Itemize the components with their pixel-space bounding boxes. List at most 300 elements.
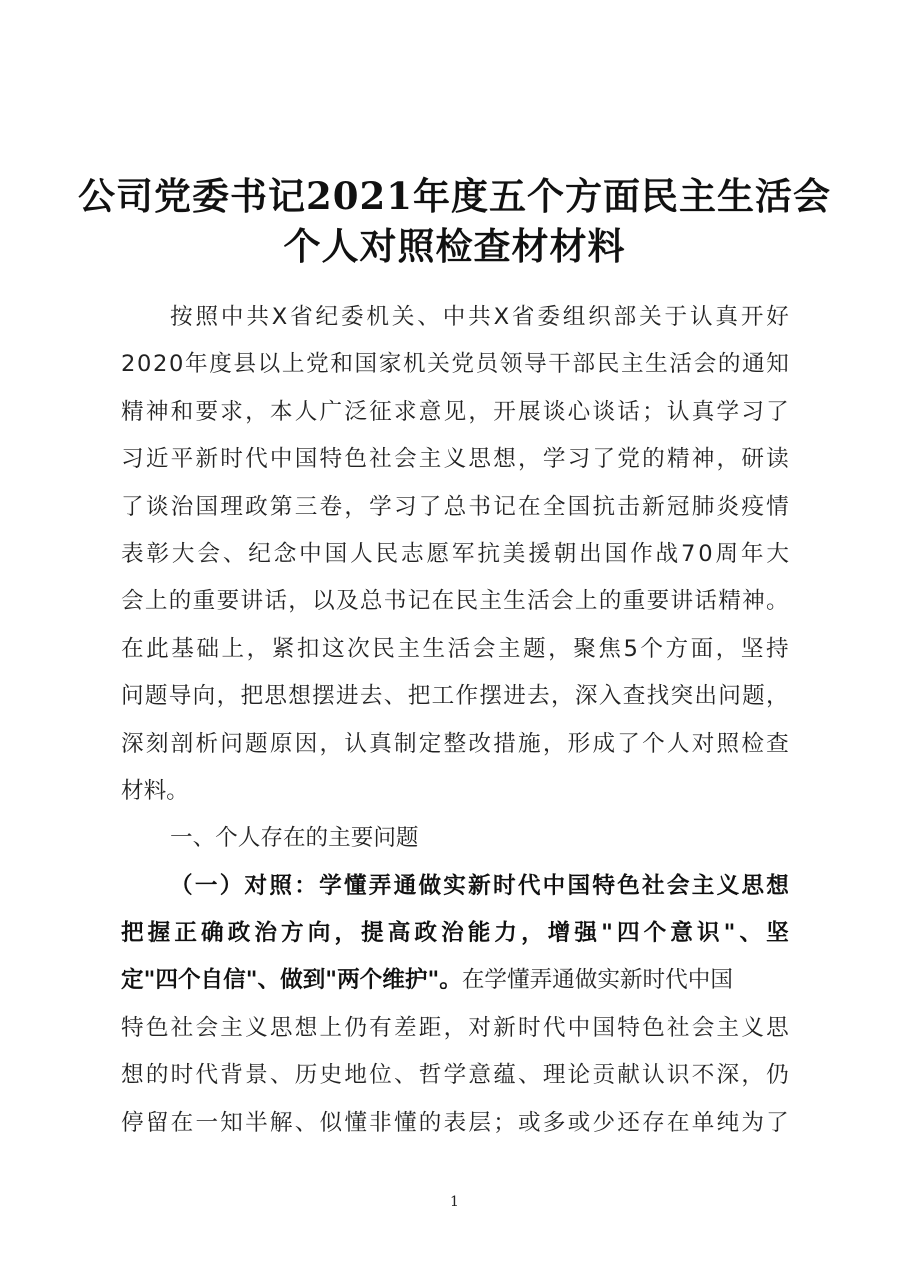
body-text: 于: [664, 304, 688, 330]
body-text: 去: [359, 683, 383, 710]
paragraph-line: [121, 531, 789, 578]
body-text: 义: [245, 1014, 268, 1041]
bold-text: 定"四个自信"、做到"两个维护"。: [121, 967, 462, 994]
body-text: 距: [418, 1014, 442, 1041]
body-text: 成: [592, 730, 616, 757]
body-text: 入: [598, 683, 622, 710]
body-text: 国: [354, 351, 378, 378]
body-text: 大: [171, 540, 195, 567]
body-text: 解: [269, 1109, 293, 1136]
body-text: 主: [479, 588, 502, 615]
bold-text: 个: [643, 920, 667, 947]
body-text: 中: [567, 1014, 591, 1041]
body-text: 会: [691, 1014, 715, 1041]
body-text: 要: [216, 588, 240, 615]
body-text: 征: [369, 398, 392, 425]
bold-text: 坚: [766, 920, 789, 947]
body-text: 个: [640, 635, 663, 662]
bold-text: 高: [387, 920, 411, 947]
body-text: 7: [680, 540, 696, 567]
body-text: 背: [220, 1062, 243, 1089]
body-text: 改: [468, 730, 491, 757]
body-text: 纪: [315, 304, 339, 330]
body-text: ，: [741, 1062, 764, 1089]
body-text: 在: [121, 635, 144, 662]
body-text: 深: [574, 683, 598, 710]
body-text: 主: [716, 1014, 740, 1041]
bold-text: 治: [441, 920, 464, 947]
body-text: 中: [442, 304, 466, 330]
body-text: 人: [666, 730, 690, 757]
body-text: 和: [170, 398, 194, 425]
body-text: 卷: [319, 493, 343, 520]
body-text: 义: [741, 1014, 764, 1041]
body-text: 认: [689, 304, 713, 330]
body-text: 社: [170, 1014, 194, 1041]
bold-text: 会: [666, 872, 690, 899]
body-text: 理: [220, 493, 243, 520]
body-text: 的: [598, 588, 622, 615]
body-text: 人: [294, 398, 318, 425]
body-text: 半: [245, 1109, 268, 1136]
body-text: 导: [168, 683, 192, 710]
bold-text: 一: [194, 872, 218, 899]
body-text: 问: [220, 730, 243, 757]
body-text: 次: [347, 635, 370, 662]
body-text: 员: [475, 351, 499, 378]
body-text: 以: [257, 351, 281, 378]
body-text: 0: [169, 351, 184, 378]
body-text: 照: [195, 304, 219, 330]
body-text: 组: [562, 304, 586, 330]
body-text: 紧: [271, 635, 295, 662]
body-text: 基: [171, 635, 194, 662]
bold-text: 政: [414, 920, 437, 947]
body-text: 委: [537, 304, 560, 330]
body-text: 认: [344, 730, 367, 757]
bold-text: 增: [547, 920, 571, 947]
body-text: 通: [742, 351, 765, 378]
body-text: 话: [694, 588, 717, 615]
bold-text: 力: [494, 920, 517, 947]
body-text: 义: [443, 446, 467, 473]
bold-text: 对: [244, 872, 268, 899]
bold-text: ": [723, 920, 736, 947]
body-text: 因: [294, 730, 318, 757]
body-text: 进: [503, 683, 526, 710]
body-text: 总: [359, 588, 383, 615]
body-text: 本: [269, 398, 293, 425]
body-text: 、: [269, 1062, 293, 1089]
body-text: 求: [220, 398, 243, 425]
body-text: 思: [264, 683, 287, 710]
body-text: ，: [715, 635, 739, 662]
body-text: 的: [168, 588, 192, 615]
bold-text: 、: [739, 920, 763, 947]
paragraph-line: [121, 484, 789, 531]
body-text: 习: [393, 493, 417, 520]
body-text: 读: [766, 446, 789, 473]
bold-text: ，: [521, 920, 544, 947]
body-text: 把: [240, 683, 264, 710]
body-text: 中: [220, 304, 244, 330]
body-text: 共: [468, 304, 491, 330]
body-text: ；: [642, 398, 665, 425]
body-text: 会: [393, 446, 417, 473]
body-text: 军: [451, 540, 475, 567]
bold-text: ：: [294, 872, 317, 899]
bold-text: 实: [443, 872, 466, 899]
body-text: 部: [572, 351, 596, 378]
body-text: 查: [766, 730, 789, 757]
body-text: 要: [646, 588, 670, 615]
body-text: 国: [604, 540, 628, 567]
paragraph-line: [121, 1052, 789, 1099]
body-text: 近: [145, 446, 169, 473]
body-text: 精: [718, 588, 741, 615]
body-text: 问: [121, 683, 144, 710]
body-text: ，: [443, 1014, 467, 1041]
body-text: 识: [666, 1062, 690, 1089]
body-text: 国: [195, 493, 219, 520]
body-text: 意: [468, 1062, 491, 1089]
body-text: 织: [588, 304, 611, 330]
body-text: 人: [350, 540, 373, 567]
bold-text: 通: [393, 872, 417, 899]
body-text: 新: [493, 1014, 516, 1041]
body-text: 活: [669, 351, 692, 378]
bold-text: 义: [716, 872, 740, 899]
body-text: 国: [294, 446, 318, 473]
body-text: 讲: [240, 588, 264, 615]
body-text: 平: [170, 446, 194, 473]
body-text: 学: [443, 1062, 467, 1089]
body-text: 一: [195, 1109, 219, 1136]
bold-text: 社: [642, 872, 665, 899]
bold-text: （: [170, 872, 193, 899]
body-text: 真: [715, 304, 738, 330]
body-text: 停: [121, 1109, 144, 1136]
body-text: 击: [617, 493, 640, 520]
body-text: 多: [542, 1109, 566, 1136]
body-text: ，: [766, 683, 789, 710]
body-text: 政: [245, 493, 268, 520]
body-text: 色: [642, 1014, 665, 1041]
body-text: ，: [551, 683, 574, 710]
body-text: 或: [567, 1109, 591, 1136]
body-text: 施: [518, 730, 541, 757]
body-text: 摆: [312, 683, 335, 710]
body-text: 委: [340, 304, 364, 330]
body-text: ，: [319, 730, 343, 757]
body-text: 。: [766, 588, 789, 615]
body-text: 研: [741, 446, 764, 473]
body-text: 措: [493, 730, 516, 757]
body-text: 美: [502, 540, 526, 567]
body-text: 贡: [592, 1062, 616, 1089]
bold-text: 想: [766, 872, 789, 899]
body-text: 制: [393, 730, 417, 757]
body-text: 谈: [542, 398, 566, 425]
body-text: 主: [397, 635, 420, 662]
body-text: 记: [407, 588, 431, 615]
bold-text: 向: [307, 920, 331, 947]
body-text: 仍: [766, 1062, 789, 1089]
body-text: 题: [245, 730, 268, 757]
body-text: 纪: [248, 540, 271, 567]
body-text: 留: [145, 1109, 169, 1136]
document-title-line-1: 公司党委书记2021年度五个方面民主生活会: [78, 174, 831, 218]
body-text: 中: [269, 446, 293, 473]
body-text: 部: [613, 304, 637, 330]
body-text: 会: [121, 588, 144, 615]
body-text: 的: [717, 351, 741, 378]
body-text: 色: [344, 446, 367, 473]
body-text: 见: [443, 398, 467, 425]
body-text: ，: [288, 588, 311, 615]
body-text: 主: [620, 351, 644, 378]
body-text: 中: [299, 540, 322, 567]
body-text: 层: [468, 1109, 491, 1136]
body-text: 广: [319, 398, 343, 425]
body-text: 了: [766, 398, 789, 425]
body-text: 或: [518, 1109, 541, 1136]
body-text: 会: [195, 1014, 219, 1041]
body-text: 、: [417, 304, 440, 330]
body-text: 摆: [479, 683, 502, 710]
body-text: 了: [766, 1109, 789, 1136]
body-text: 方: [665, 635, 689, 662]
body-text: 省: [511, 304, 535, 330]
body-text: 突: [670, 683, 694, 710]
body-text: 话: [617, 398, 640, 425]
body-text: 社: [666, 1014, 690, 1041]
bold-text: ": [601, 920, 613, 947]
body-text: 5: [623, 635, 638, 662]
body-text: 在学懂弄通做实新时代中国: [461, 967, 733, 994]
body-text: 位: [369, 1062, 392, 1089]
bold-text: ，: [334, 920, 357, 947]
body-text: 好: [766, 304, 789, 330]
bold-text: 把: [121, 920, 144, 947]
subsection-heading-line: [121, 863, 789, 910]
body-text: 上: [144, 588, 168, 615]
body-text: 在: [170, 1109, 194, 1136]
body-text: 机: [366, 304, 389, 330]
body-text: 在: [518, 493, 541, 520]
body-text: 生: [422, 635, 446, 662]
body-text: 焦: [598, 635, 621, 662]
body-text: 题: [742, 683, 765, 710]
body-text: ，: [716, 446, 740, 473]
body-text: 出: [579, 540, 602, 567]
paragraph-line: [121, 721, 789, 768]
body-text: 了: [617, 730, 640, 757]
body-text: 少: [592, 1109, 616, 1136]
body-text: 献: [617, 1062, 640, 1089]
body-text: 仍: [344, 1014, 367, 1041]
body-text: 党: [306, 351, 329, 378]
body-text: 、: [294, 1109, 318, 1136]
body-text: 景: [245, 1062, 268, 1089]
bold-text: 四: [616, 920, 640, 947]
body-text: 援: [528, 540, 551, 567]
body-text: 活: [527, 588, 550, 615]
body-text: 愿: [426, 540, 450, 567]
body-text: 年: [185, 351, 208, 378]
body-text: 民: [596, 351, 620, 378]
body-text: 认: [666, 398, 690, 425]
body-text: 查: [622, 683, 646, 710]
body-text: 和: [330, 351, 353, 378]
bold-text: 时: [492, 872, 516, 899]
body-text: 讲: [670, 588, 694, 615]
body-text: 新: [195, 446, 219, 473]
body-text: 神: [742, 588, 765, 615]
body-text: 了: [121, 493, 144, 520]
bold-text: 色: [617, 872, 640, 899]
bold-text: 确: [201, 920, 224, 947]
bold-text: 意: [670, 920, 693, 947]
body-text: 上: [281, 351, 305, 378]
body-text: 学: [542, 446, 566, 473]
body-text: 懂: [344, 1109, 367, 1136]
body-text: 蕴: [493, 1062, 516, 1089]
body-text: 周: [715, 540, 739, 567]
body-text: 朝: [553, 540, 577, 567]
body-text: 0: [137, 351, 152, 378]
body-text: 形: [567, 730, 591, 757]
body-text: 国: [592, 1014, 616, 1041]
body-text: X: [271, 304, 288, 330]
body-text: ，: [518, 446, 541, 473]
body-text: 知: [220, 1109, 243, 1136]
body-text: 全: [542, 493, 566, 520]
body-text: 上: [319, 1014, 343, 1041]
body-text: X: [493, 304, 510, 330]
body-text: 懂: [393, 1109, 417, 1136]
body-text: 关: [427, 351, 450, 378]
body-text: 治: [170, 493, 194, 520]
body-text: 党: [451, 351, 474, 378]
body-text: ，: [344, 493, 367, 520]
body-text: 了: [418, 493, 442, 520]
body-text: 及: [336, 588, 359, 615]
body-text: 情: [766, 493, 789, 520]
paragraph-line: 材料。: [121, 777, 189, 804]
body-text: 按: [170, 304, 193, 330]
body-text: 年: [740, 540, 764, 567]
body-text: 抗: [592, 493, 616, 520]
bold-text: 懂: [343, 872, 367, 899]
body-text: 特: [121, 1014, 144, 1041]
body-text: 定: [418, 730, 442, 757]
body-text: 作: [455, 683, 479, 710]
body-text: 炎: [716, 493, 740, 520]
body-text: 进: [336, 683, 359, 710]
body-text: 知: [766, 351, 789, 378]
body-text: 向: [192, 683, 216, 710]
body-text: 展: [518, 398, 541, 425]
body-text: 、: [518, 1062, 541, 1089]
body-text: 主: [220, 1014, 243, 1041]
body-text: 理: [542, 1062, 566, 1089]
bold-text: 握: [147, 920, 171, 947]
bold-text: 中: [542, 872, 566, 899]
body-text: 持: [766, 635, 789, 662]
body-text: 会: [472, 635, 496, 662]
body-text: 认: [642, 1062, 665, 1089]
bold-text: 做: [418, 872, 442, 899]
body-text: 的: [145, 1062, 169, 1089]
body-text: 话: [264, 588, 287, 615]
body-text: 会: [693, 351, 717, 378]
body-text: 把: [407, 683, 431, 710]
body-text: 析: [195, 730, 219, 757]
body-text: 不: [691, 1062, 715, 1089]
body-text: 聚: [573, 635, 596, 662]
body-text: 度: [209, 351, 232, 378]
body-text: 面: [690, 635, 714, 662]
body-text: 代: [542, 1014, 566, 1041]
document-body: [121, 294, 789, 1147]
body-text: 国: [324, 540, 348, 567]
body-text: 对: [468, 1014, 491, 1041]
body-text: 要: [195, 398, 219, 425]
body-text: 习: [121, 446, 144, 473]
bold-text: 正: [174, 920, 197, 947]
body-text: 领: [499, 351, 523, 378]
paragraph-line: [121, 436, 789, 483]
body-text: 差: [393, 1014, 417, 1041]
bold-text: 弄: [368, 872, 392, 899]
body-text: 了: [592, 446, 616, 473]
body-text: ，: [245, 398, 268, 425]
body-text: 非: [369, 1109, 392, 1136]
body-text: 的: [642, 446, 665, 473]
body-text: 主: [418, 446, 442, 473]
body-text: 重: [192, 588, 216, 615]
body-text: 出: [694, 683, 717, 710]
body-text: 精: [121, 398, 144, 425]
body-text: 求: [393, 398, 417, 425]
bold-text: 新: [468, 872, 491, 899]
body-text: 想: [294, 1014, 318, 1041]
body-text: 导: [524, 351, 547, 378]
body-text: 时: [170, 1062, 194, 1089]
body-text: 单: [691, 1109, 715, 1136]
body-text: 干: [548, 351, 571, 378]
body-text: 上: [221, 635, 245, 662]
body-text: 书: [383, 588, 407, 615]
body-text: 去: [527, 683, 550, 710]
bold-text: 思: [741, 872, 764, 899]
body-text: 题: [523, 635, 546, 662]
body-text: ，: [542, 730, 566, 757]
subsection-heading-line: [121, 910, 789, 957]
body-text: 、: [383, 683, 407, 710]
body-text: 主: [497, 635, 521, 662]
body-text: ；: [493, 1109, 516, 1136]
body-text: 历: [294, 1062, 318, 1089]
paragraph-line: [121, 1100, 789, 1147]
body-text: 县: [233, 351, 257, 378]
body-text: 代: [195, 1062, 219, 1089]
body-text: 关: [391, 304, 415, 330]
body-text: 开: [740, 304, 764, 330]
body-text: 上: [574, 588, 598, 615]
body-text: 0: [698, 540, 713, 567]
